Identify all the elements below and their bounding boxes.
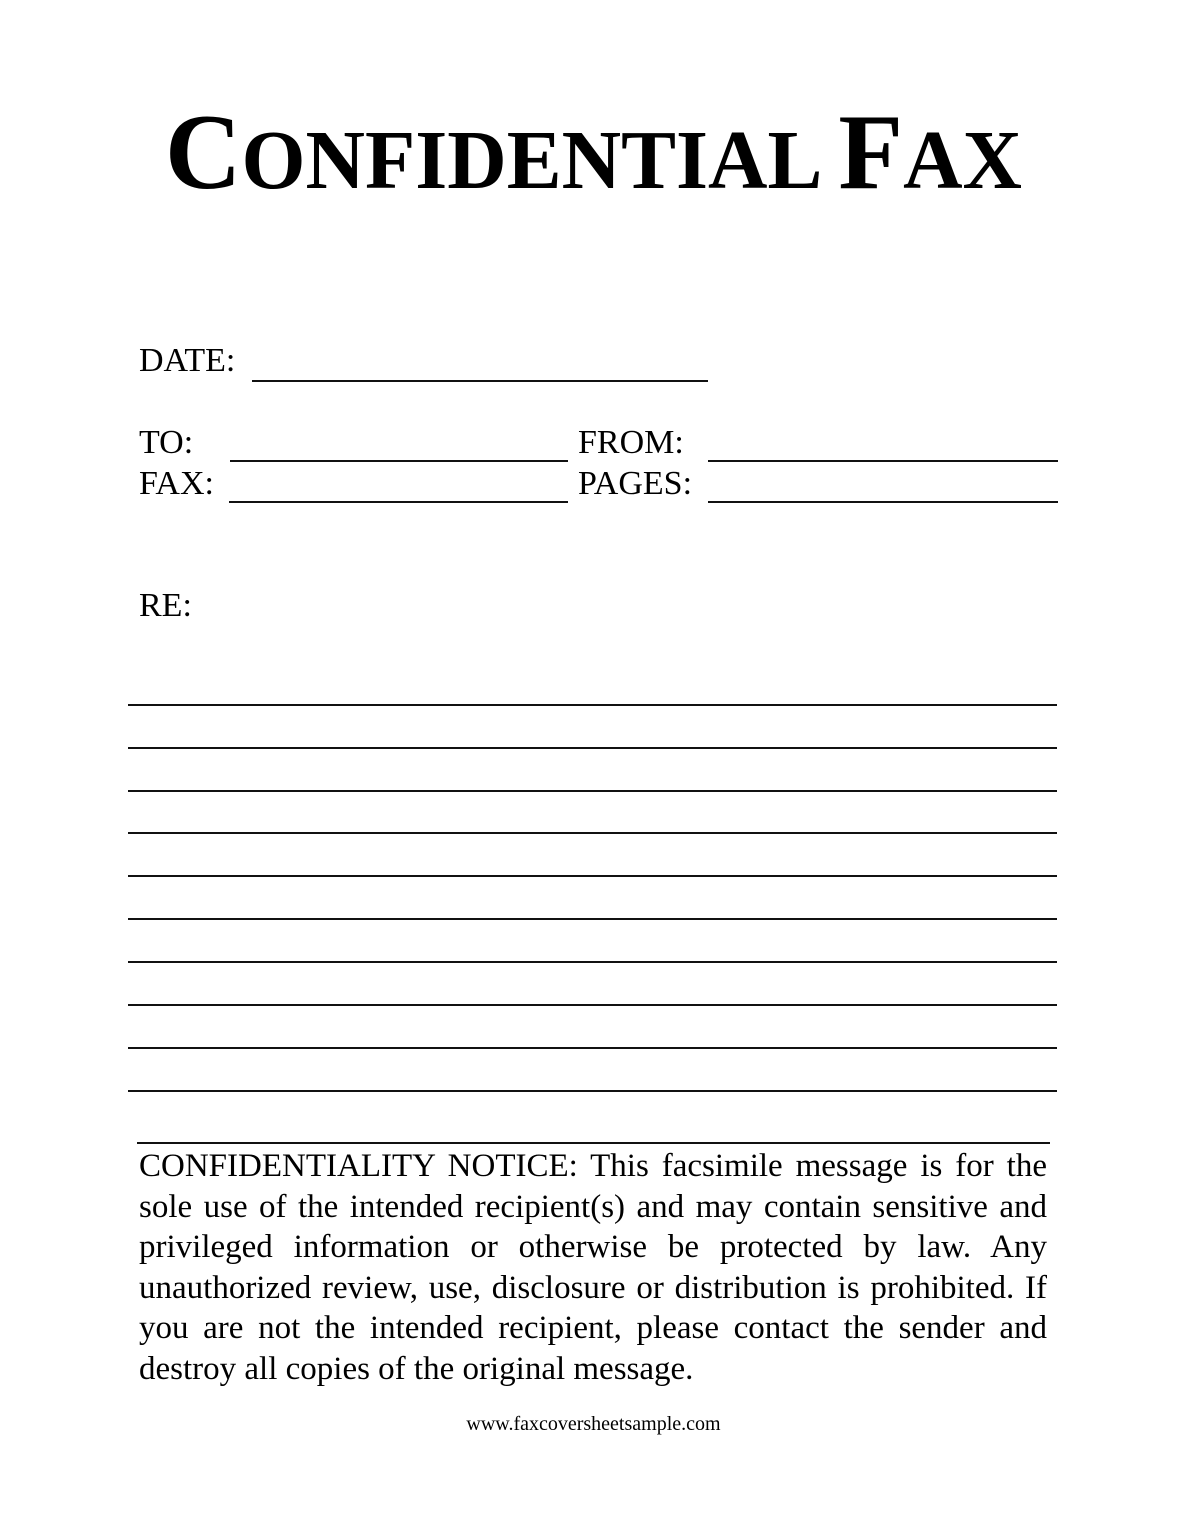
message-line[interactable]	[128, 832, 1057, 834]
pages-field[interactable]	[708, 501, 1058, 503]
notice-divider	[137, 1142, 1050, 1144]
from-field[interactable]	[708, 460, 1058, 462]
from-label: FROM:	[578, 424, 684, 461]
date-field[interactable]	[252, 380, 708, 382]
title-initial-f: F	[838, 93, 904, 212]
message-line[interactable]	[128, 1004, 1057, 1006]
message-line[interactable]	[128, 1090, 1057, 1092]
fax-label: FAX:	[139, 465, 214, 502]
title-word-confidential: ONFIDENTIAL	[241, 114, 839, 207]
message-line[interactable]	[128, 704, 1057, 706]
title-initial-c: C	[165, 93, 242, 212]
message-line[interactable]	[128, 790, 1057, 792]
pages-label: PAGES:	[578, 465, 693, 502]
message-line[interactable]	[128, 961, 1057, 963]
document-title	[12, 93, 1175, 216]
title-word-fax: AX	[903, 114, 1022, 207]
date-label: DATE:	[139, 342, 236, 379]
re-label: RE:	[139, 587, 192, 624]
to-field[interactable]	[230, 460, 568, 462]
message-line[interactable]	[128, 875, 1057, 877]
message-line[interactable]	[128, 747, 1057, 749]
confidentiality-notice: CONFIDENTIALITY NOTICE: This facsimile message is for the sole use of the intended recipient(s) and may contain sensitive and privileged information or otherwise be protected by law. Any unauthorized review, use, disclosure or distribution is prohibited. If you are not the intended recipient, please contact the sender and destroy all copies of the original message.	[139, 1148, 1047, 1387]
fax-field[interactable]	[229, 501, 568, 503]
to-label: TO:	[139, 424, 194, 461]
message-line[interactable]	[128, 1047, 1057, 1049]
message-line[interactable]	[128, 918, 1057, 920]
footer-website: www.faxcoversheetsample.com	[466, 1413, 721, 1435]
